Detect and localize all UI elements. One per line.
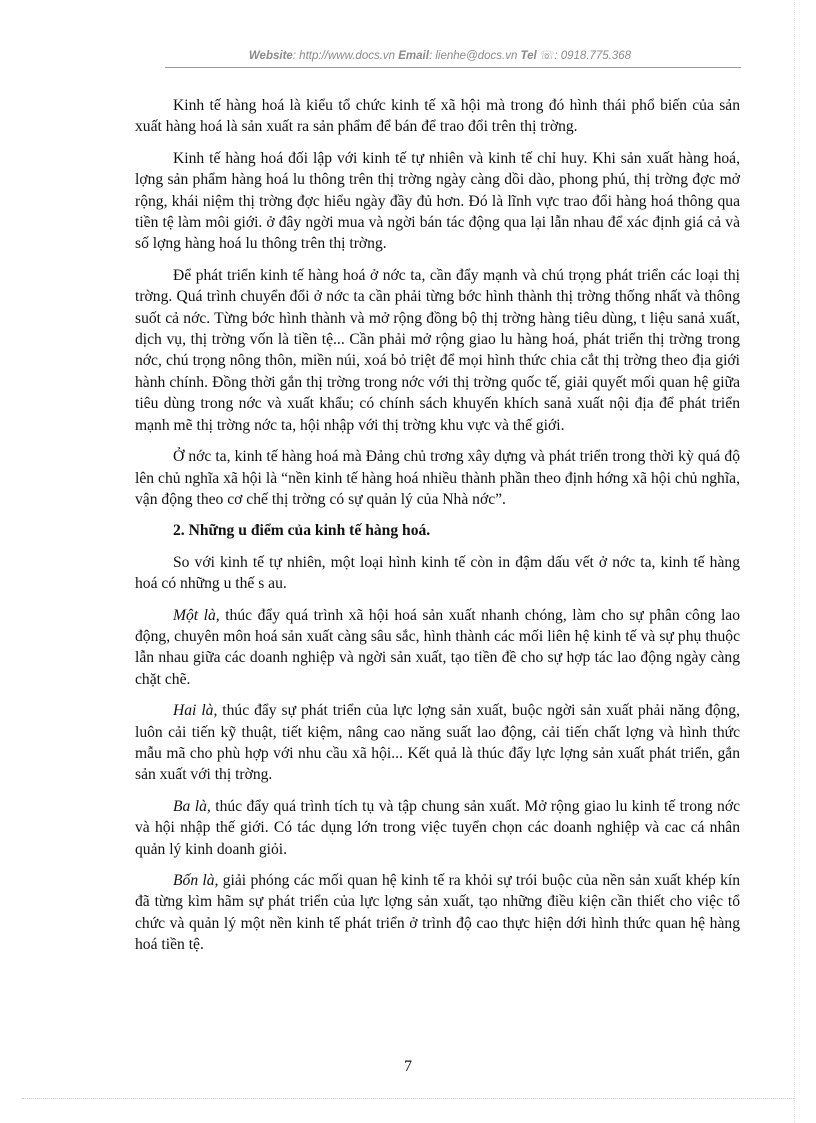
paragraph-9 [135,870,740,956]
paragraph-8-lead: Ba là, [173,797,211,815]
paragraph-7-lead: Hai là, [173,702,218,720]
paragraph-5: So với kinh tế tự nhiên, một loại hình kinh tế còn in đậm dấu vết ở nớc ta, kinh tế hàng hoá có những u thế s au. [135,553,740,593]
page-header [170,48,710,62]
website-label: Website [248,50,293,62]
email-value: : lienhe@docs.vn [428,50,518,62]
email-label: Email [398,50,429,62]
paragraph-8 [135,796,740,860]
paragraph-1: Kinh tế hàng hoá là kiểu tổ chức kinh tế xã hội mà trong đó hình thái phổ biến của sản xuất hàng hoá là sản xuất ra sản phẩm để bán để trao đổi trên thị trờng. [135,97,740,136]
website-value: : http://www.docs.vn [292,50,396,62]
header-rule [165,67,741,68]
paragraph-3: Để phát triển kinh tế hàng hoá ở nớc ta, cần đẩy mạnh và chú trọng phát triển các loại thị trờng. Quá trình chuyển đổi ở nớc ta cần phải từng bớc hình thành thị trờng thống nhất và thông suốt cả nớc. Từng bớc hình thành và mở rộng đồng bộ thị trờng hàng tiêu dùng, t liệu sanả xuất, dịch vụ, thị trờng vốn là tiền tệ... Cần phải mở rộng giao lu hàng hoá, phát triển thị trờng trong nớc, chú trọng nông thôn, miền núi, xoá bỏ triệt để mọi hình thức chia cắt thị trờng theo địa giới hành chính. Đồng thời gắn thị trờng trong nớc với thị trờng quốc tế, giải quyết mối quan hệ giữa tiêu dùng trong nớc và xuất khẩu; có chính sách khuyến khích sanả xuất nội địa để phát triển mạnh mẽ thị trờng nớc ta, hội nhập với thị trờng khu vực và thế giới. [135,266,740,434]
document-body [135,95,740,966]
tel-value: : 0918.775.368 [554,50,632,62]
paragraph-7 [135,700,740,786]
paragraph-9-lead: Bốn là, [173,872,219,889]
page-number: 7 [404,1058,412,1075]
telephone-icon: ☏ [539,50,555,62]
paragraph-7-text: thúc đẩy sự phát triển của lực lợng sản xuất, buộc ngời sản xuất phải năng động, luôn cải tiến kỹ thuật, tiết kiệm, nâng cao năng suất lao động, cải tiến chất lợng và hình thức mẫu mã cho phù hợp với nhu cầu xã hội... Kết quả là thúc đẩy lực lợng sản xuất phát triển, gắn sản xuất với thị trờng. [135,702,740,784]
paragraph-6-lead: Một là, [173,606,220,624]
paragraph-4: Ở nớc ta, kinh tế hàng hoá mà Đảng chủ trơng xây dựng và phát triển trong thời kỳ quá độ lên chủ nghĩa xã hội là “nền kinh tế hàng hoá nhiều thành phần theo định hớng xã hội chủ nghĩa, vận động theo cơ chế thị trờng có sự quản lý của Nhà nớc”. [135,448,740,508]
footer-rule [22,1098,794,1099]
section-heading: 2. Những u điểm của kinh tế hàng hoá. [173,522,431,540]
paragraph-6 [135,605,740,691]
tel-label: Tel [520,50,537,62]
paragraph-8-text: thúc đẩy quá trình tích tụ và tập chung sản xuất. Mở rộng giao lu kinh tế trong nớc và hội nhập thế giới. Có tác dụng lớn trong việc tuyển chọn các doanh nghiệp và cac cá nhân quản lý kinh doanh giỏi. [135,797,740,858]
paragraph-9-text: giải phóng các mối quan hệ kinh tế ra khỏi sự trói buộc của nền sản xuất khép kín đã từng kìm hãm sự phát triển của lực lợng sản xuất, tạo những điều kiện cần thiết cho việc tổ chức và quản lý một nền kinh tế phát triển ở trình độ cao thực hiện dới hình thức quan hệ hàng hoá tiền tệ. [135,872,740,954]
paragraph-6-text: thúc đẩy quá trình xã hội hoá sản xuất nhanh chóng, làm cho sự phân công lao động, chuyên môn hoá sản xuất càng sâu sắc, hình thành các mối liên hệ kinh tế và sự phụ thuộc lẫn nhau giữa các doanh nghiệp và ngời sản xuất, tạo tiền đề cho sự hợp tác lao động ngày càng chặt chẽ. [135,606,741,688]
page-edge-rule [794,0,795,1123]
paragraph-2: Kinh tế hàng hoá đối lập với kinh tế tự nhiên và kinh tế chỉ huy. Khi sản xuất hàng hoá, lợng sản phẩm hàng hoá lu thông trên thị trờng ngày càng dồi dào, phong phú, thị trờng đợc mở rộng, khái niệm thị trờng đợc hiểu ngày đầy đủ hơn. Đó là lĩnh vực trao đổi hàng hoá thông qua tiền tệ làm môi giới. ở đây ngời mua và ngời bán tác động qua lại lẫn nhau để xác định giá cả và số lợng hàng hoá lu thông trên thị trờng. [135,149,740,253]
